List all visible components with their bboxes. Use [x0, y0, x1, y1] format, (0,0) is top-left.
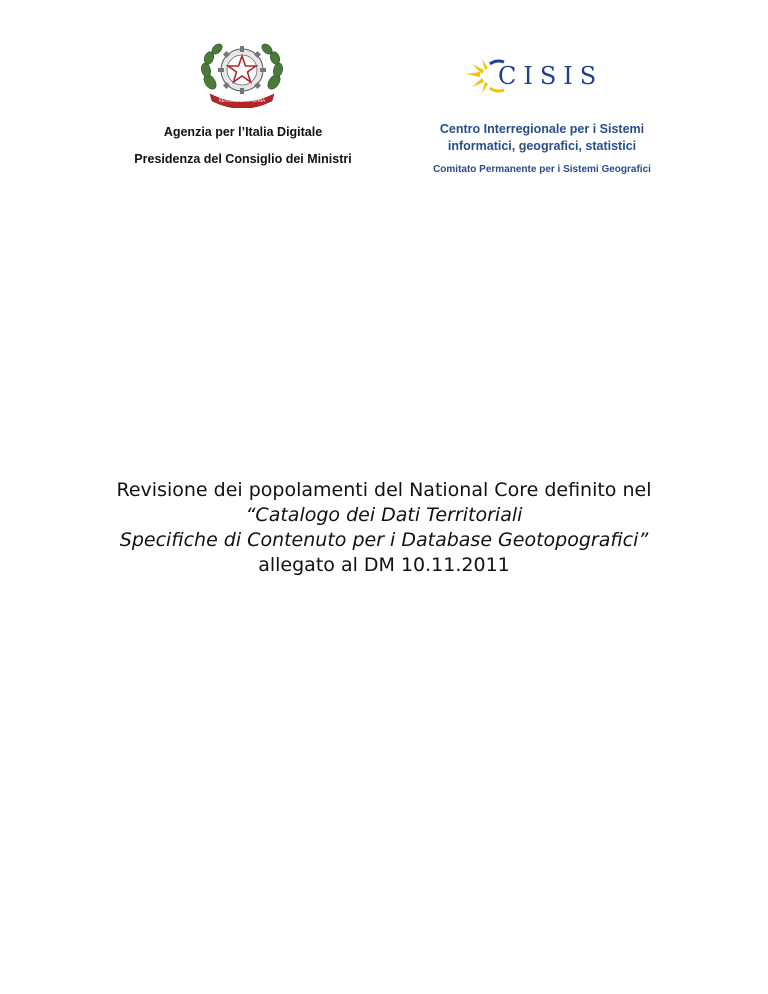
title-line-2: “Catalogo dei Dati Territoriali: [245, 504, 523, 526]
presidency-name: Presidenza del Consiglio dei Ministri: [134, 152, 352, 166]
agency-name: Agenzia per l’Italia Digitale: [163, 125, 323, 139]
document-title: [60, 478, 708, 578]
cisis-logo-text: CISIS: [498, 62, 604, 90]
title-line-3: Specifiche di Contenuto per i Database Geotopografici”: [119, 529, 649, 551]
title-line-4: allegato al DM 10.11.2011: [258, 554, 510, 576]
title-line-1: Revisione dei popolamenti del National Core definito nel: [116, 479, 652, 501]
italian-republic-emblem-icon: [196, 38, 288, 108]
cisis-name-line2: informatici, geografici, statistici: [447, 139, 637, 153]
cisis-committee: Comitato Permanente per i Sistemi Geografici: [433, 164, 651, 175]
emblem-ribbon-text: REPUBBLICA ITALIANA: [218, 98, 266, 103]
cisis-logo-icon: [460, 56, 610, 96]
cisis-name-line1: Centro Interregionale per i Sistemi: [439, 122, 645, 136]
